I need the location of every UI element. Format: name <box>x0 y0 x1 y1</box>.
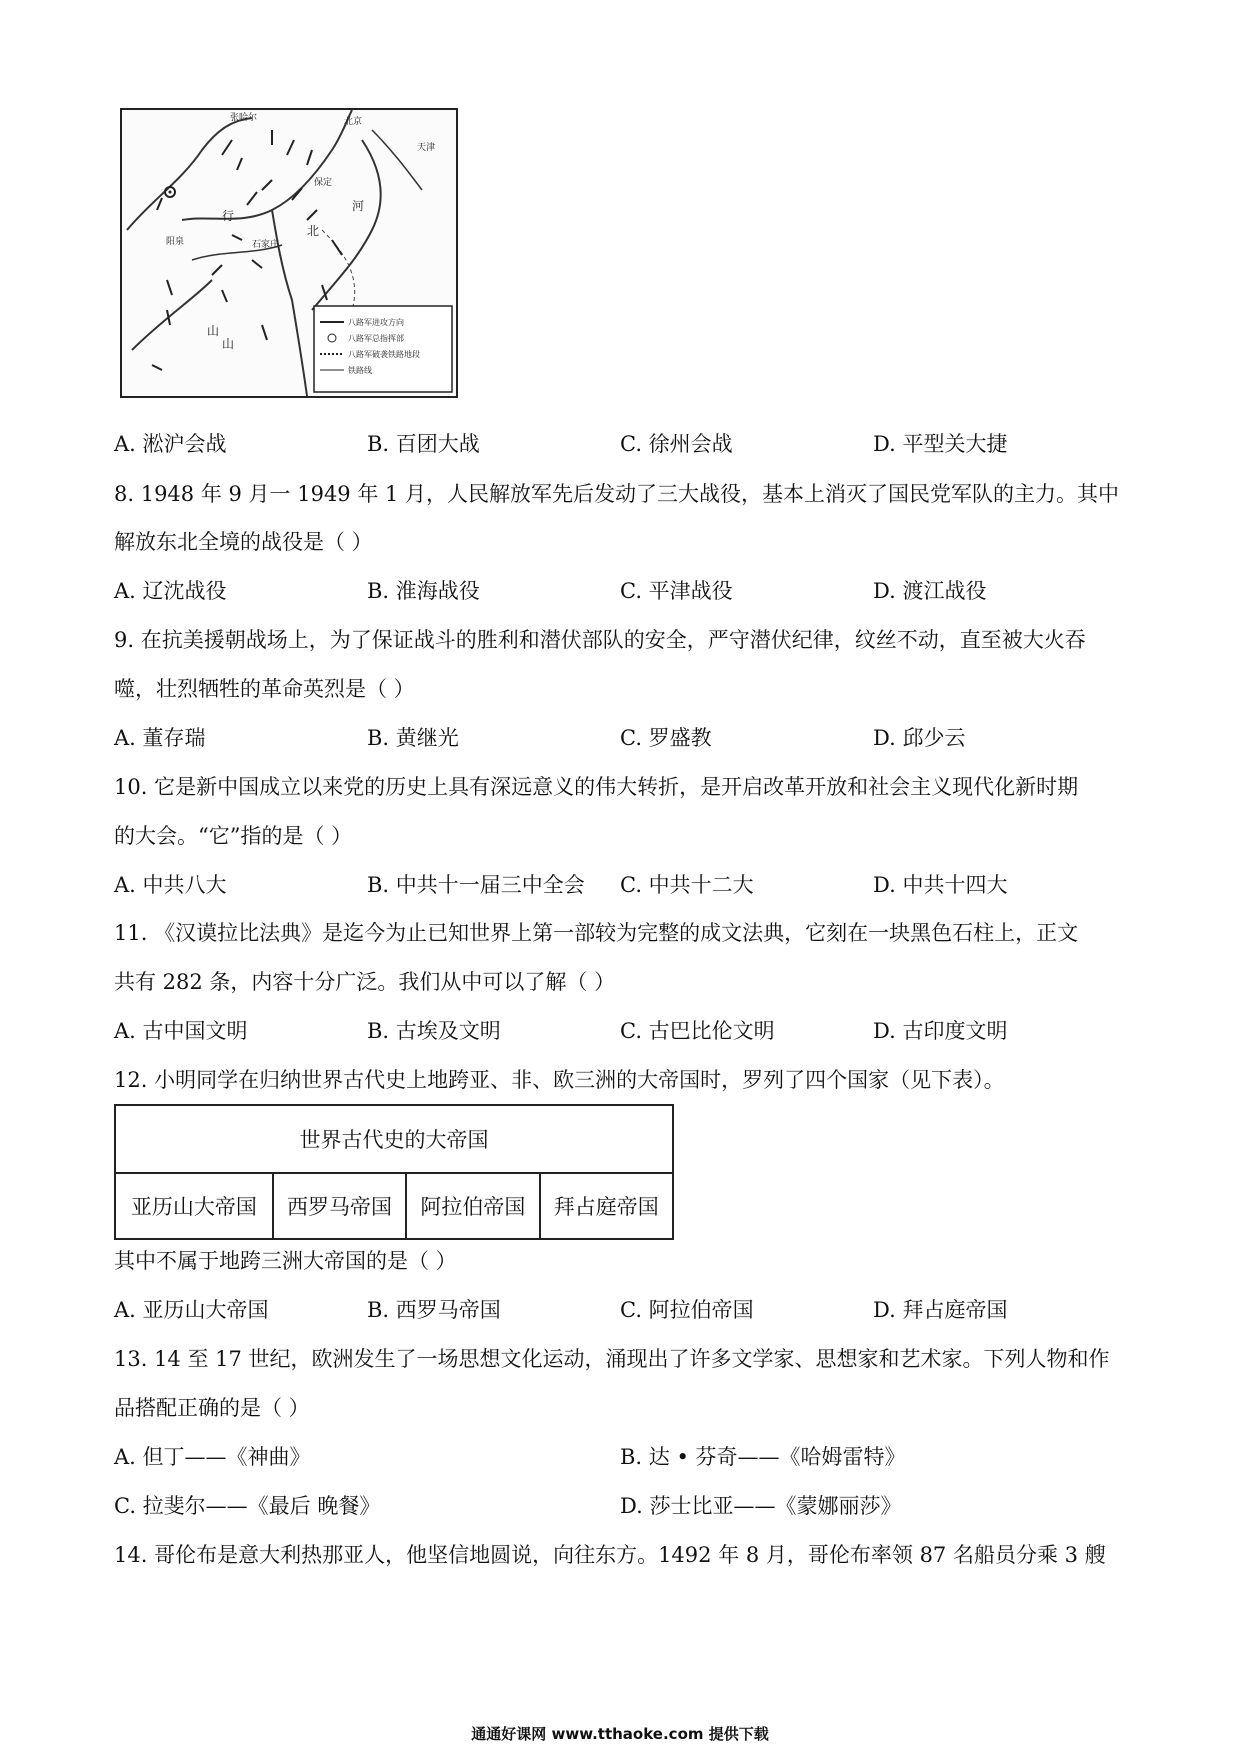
map-label-beijing: 北京 <box>344 117 363 127</box>
legend-item-1: 八路军进攻方向 <box>348 318 404 327</box>
map-label-south: 山 <box>222 337 235 351</box>
map-label-region3: 北 <box>307 224 320 238</box>
q9-option-d: D. 邱少云 <box>873 726 966 750</box>
q8-line2: 解放东北全境的战役是（ ） <box>114 530 373 554</box>
q13-option-b: B. 达 • 芬奇——《哈姆雷特》 <box>620 1445 906 1469</box>
q8-line1: 8. 1948 年 9 月一 1949 年 1 月，人民解放军先后发动了三大战役，基本上消灭了国民党军队的主力。其中 <box>114 482 1120 506</box>
q11-option-a: A. 古中国文明 <box>114 1019 248 1043</box>
map-label-baoding: 保定 <box>314 178 333 188</box>
q10-option-c: C. 中共十二大 <box>620 873 754 897</box>
q12-line2: 其中不属于地跨三洲大帝国的是（ ） <box>114 1249 457 1273</box>
map-label-region2: 山 <box>207 324 220 338</box>
q9-line1: 9. 在抗美援朝战场上，为了保证战斗的胜利和潜伏部队的安全，严守潜伏纪律，纹丝不动，直至被大火吞 <box>114 628 1086 652</box>
q11-line2: 共有 282 条，内容十分广泛。我们从中可以了解（ ） <box>114 970 616 994</box>
q10-option-a: A. 中共八大 <box>114 873 227 897</box>
map-label-top: 张哈尔 <box>230 113 258 123</box>
q14-line1: 14. 哥伦布是意大利热那亚人，他坚信地圆说，向往东方。1492 年 8 月，哥伦布率领 87 名船员分乘 3 艘 <box>114 1543 1106 1567</box>
page-footer: 通通好课网 www.tthaoke.com 提供下载 <box>471 1725 769 1743</box>
q12-option-a: A. 亚历山大帝国 <box>114 1298 269 1322</box>
map-label-region4: 河 <box>352 199 365 213</box>
map-label-region1: 行 <box>222 209 235 223</box>
q10-line1: 10. 它是新中国成立以来党的历史上具有深远意义的伟大转折，是开启改革开放和社会主义现代化新时期 <box>114 775 1079 799</box>
map-label-shijiazhuang: 石家庄 <box>252 240 280 250</box>
empires-table-cell: 阿拉伯帝国 <box>406 1173 539 1239</box>
q9-option-c: C. 罗盛教 <box>620 726 712 750</box>
legend-item-4: 铁路线 <box>348 366 372 375</box>
empires-table-cell: 亚历山大帝国 <box>115 1173 273 1239</box>
q12-option-c: C. 阿拉伯帝国 <box>620 1298 754 1322</box>
map-drawing <box>122 110 456 396</box>
empires-table-title: 世界古代史的大帝国 <box>115 1105 673 1173</box>
q13-option-c: C. 拉斐尔——《最后 晚餐》 <box>114 1494 381 1518</box>
q10-line2: 的大会。“它”指的是（ ） <box>114 824 353 848</box>
map-label-tianjin: 天津 <box>417 143 436 153</box>
q8-option-b: B. 淮海战役 <box>367 579 480 603</box>
battle-map <box>120 108 458 398</box>
q12-line1: 12. 小明同学在归纳世界古代史上地跨亚、非、欧三洲的大帝国时，罗列了四个国家（见下表）。 <box>114 1068 1005 1092</box>
legend-item-2: 八路军总指挥部 <box>348 334 404 343</box>
q13-line2: 品搭配正确的是（ ） <box>114 1396 310 1420</box>
q11-line1: 11. 《汉谟拉比法典》是迄今为止已知世界上第一部较为完整的成文法典，它刻在一块黑色石柱上，正文 <box>114 921 1079 945</box>
q12-option-d: D. 拜占庭帝国 <box>873 1298 1008 1322</box>
q10-option-d: D. 中共十四大 <box>873 873 1008 897</box>
legend-item-3: 八路军破袭铁路地段 <box>348 350 420 359</box>
empires-table-cell: 拜占庭帝国 <box>540 1173 673 1239</box>
map-q-option-d: D. 平型关大捷 <box>873 432 1008 456</box>
q13-line1: 13. 14 至 17 世纪，欧洲发生了一场思想文化运动，涌现出了许多文学家、思想家和艺术家。下列人物和作 <box>114 1347 1110 1371</box>
map-q-option-c: C. 徐州会战 <box>620 432 733 456</box>
q9-option-a: A. 董存瑞 <box>114 726 206 750</box>
q13-option-d: D. 莎士比亚——《蒙娜丽莎》 <box>620 1494 902 1518</box>
q8-option-a: A. 辽沈战役 <box>114 579 227 603</box>
q11-option-b: B. 古埃及文明 <box>367 1019 501 1043</box>
q8-option-d: D. 渡江战役 <box>873 579 987 603</box>
q9-line2: 噬，壮烈牺牲的革命英烈是（ ） <box>114 677 415 701</box>
map-q-option-a: A. 淞沪会战 <box>114 432 227 456</box>
q10-option-b: B. 中共十一届三中全会 <box>367 873 585 897</box>
map-label-yangquan: 阳泉 <box>166 237 185 247</box>
q13-option-a: A. 但丁——《神曲》 <box>114 1445 311 1469</box>
q11-option-d: D. 古印度文明 <box>873 1019 1008 1043</box>
q11-option-c: C. 古巴比伦文明 <box>620 1019 775 1043</box>
empires-table-cell: 西罗马帝国 <box>273 1173 406 1239</box>
map-q-option-b: B. 百团大战 <box>367 432 480 456</box>
empires-table <box>114 1104 674 1240</box>
q9-option-b: B. 黄继光 <box>367 726 459 750</box>
q12-option-b: B. 西罗马帝国 <box>367 1298 501 1322</box>
q8-option-c: C. 平津战役 <box>620 579 733 603</box>
